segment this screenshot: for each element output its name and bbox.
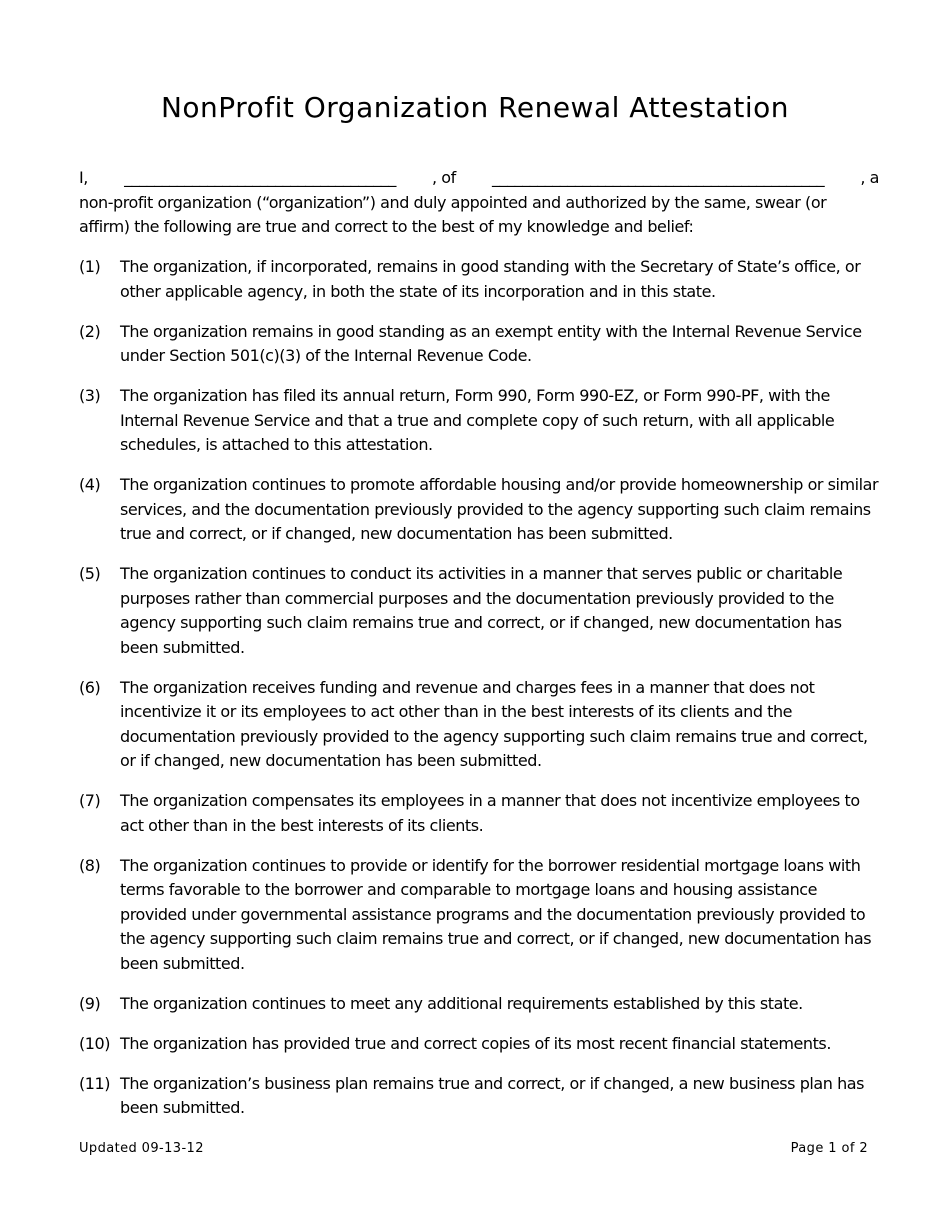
item-number: (7) xyxy=(79,791,101,810)
page-title: NonProfit Organization Renewal Attestation xyxy=(160,91,789,124)
item-number: (8) xyxy=(79,855,101,875)
item-number: (3) xyxy=(79,386,101,405)
list-item xyxy=(79,473,879,547)
list-item xyxy=(79,854,879,977)
footer-updated-date: Updated 09-13-12 xyxy=(79,1141,204,1156)
item-number: (2) xyxy=(79,321,101,341)
list-item xyxy=(79,562,879,660)
attestation-list xyxy=(79,255,879,1136)
item-number: (10) xyxy=(79,1033,111,1053)
item-text: The organization, if incorporated, remains in good standing with the Secretary of State’s office, or other applicable agency, in both the state of its incorporation and in this state. xyxy=(120,257,861,301)
item-number: (4) xyxy=(79,475,101,494)
footer-page-number: Page 1 of 2 xyxy=(790,1141,868,1156)
list-item xyxy=(79,255,879,304)
list-item xyxy=(79,789,879,838)
intro-prefix: I, xyxy=(79,168,88,187)
item-text: The organization continues to meet any additional requirements established by this state. xyxy=(120,993,803,1013)
intro-mid: , of xyxy=(432,168,456,187)
item-text: The organization remains in good standing as an exempt entity with the Internal Revenue Service under Section 501(c)(3) of the Internal Revenue Code. xyxy=(120,321,862,365)
intro-first-line xyxy=(79,166,879,191)
item-text: The organization continues to conduct its activities in a manner that serves public or charitable purposes rather than commercial purposes and the documentation previously provided to the agency supporting such claim remains true and correct, or if changed, new documentation has been submitted. xyxy=(120,564,843,657)
item-text: The organization’s business plan remains true and correct, or if changed, a new business plan has been submitted. xyxy=(120,1073,865,1117)
item-text: The organization continues to provide or identify for the borrower residential mortgage loans with terms favorable to the borrower and comparable to mortgage loans and housing assistance provided under governmental assistance programs and the documentation previously provided to the agency supporting such claim remains true and correct, or if changed, new documentation has been submitted. xyxy=(120,855,872,973)
intro-suffix: , a xyxy=(860,168,879,187)
item-text: The organization continues to promote affordable housing and/or provide homeownership or similar services, and the documentation previously provided to the agency supporting such claim remains true and correct, or if changed, new documentation has been submitted. xyxy=(120,475,879,543)
item-number: (1) xyxy=(79,257,101,276)
item-text: The organization has filed its annual return, Form 990, Form 990-EZ, or Form 990-PF, with the Internal Revenue Service and that a true and complete copy of such return, with all applicable schedules, is attached to this attestation. xyxy=(120,386,835,454)
intro-paragraph xyxy=(79,166,879,240)
item-number: (5) xyxy=(79,564,101,583)
item-number: (11) xyxy=(79,1073,111,1093)
list-item xyxy=(79,992,879,1017)
intro-text: non-profit organization (“organization”) and duly appointed and authorized by the same, swear (or affirm) the following are true and correct to the best of my knowledge and belief: xyxy=(79,192,827,236)
item-number: (9) xyxy=(79,993,101,1013)
item-text: The organization has provided true and correct copies of its most recent financial statements. xyxy=(120,1033,831,1053)
item-number: (6) xyxy=(79,677,101,697)
list-item xyxy=(79,384,879,458)
item-text: The organization compensates its employees in a manner that does not incentivize employees to act other than in the best interests of its clients. xyxy=(120,791,860,835)
organization-blank-line: ____________________________________________ xyxy=(491,168,825,187)
list-item xyxy=(79,1072,879,1121)
item-text: The organization receives funding and revenue and charges fees in a manner that does not incentivize it or its employees to act other than in the best interests of its clients and the documentation previously provided to the agency supporting such claim remains true and correct, or if changed, new documentation has been submitted. xyxy=(120,677,868,770)
list-item xyxy=(79,1032,879,1057)
list-item xyxy=(79,320,879,369)
name-blank-line: ____________________________________ xyxy=(124,168,396,187)
list-item xyxy=(79,676,879,774)
